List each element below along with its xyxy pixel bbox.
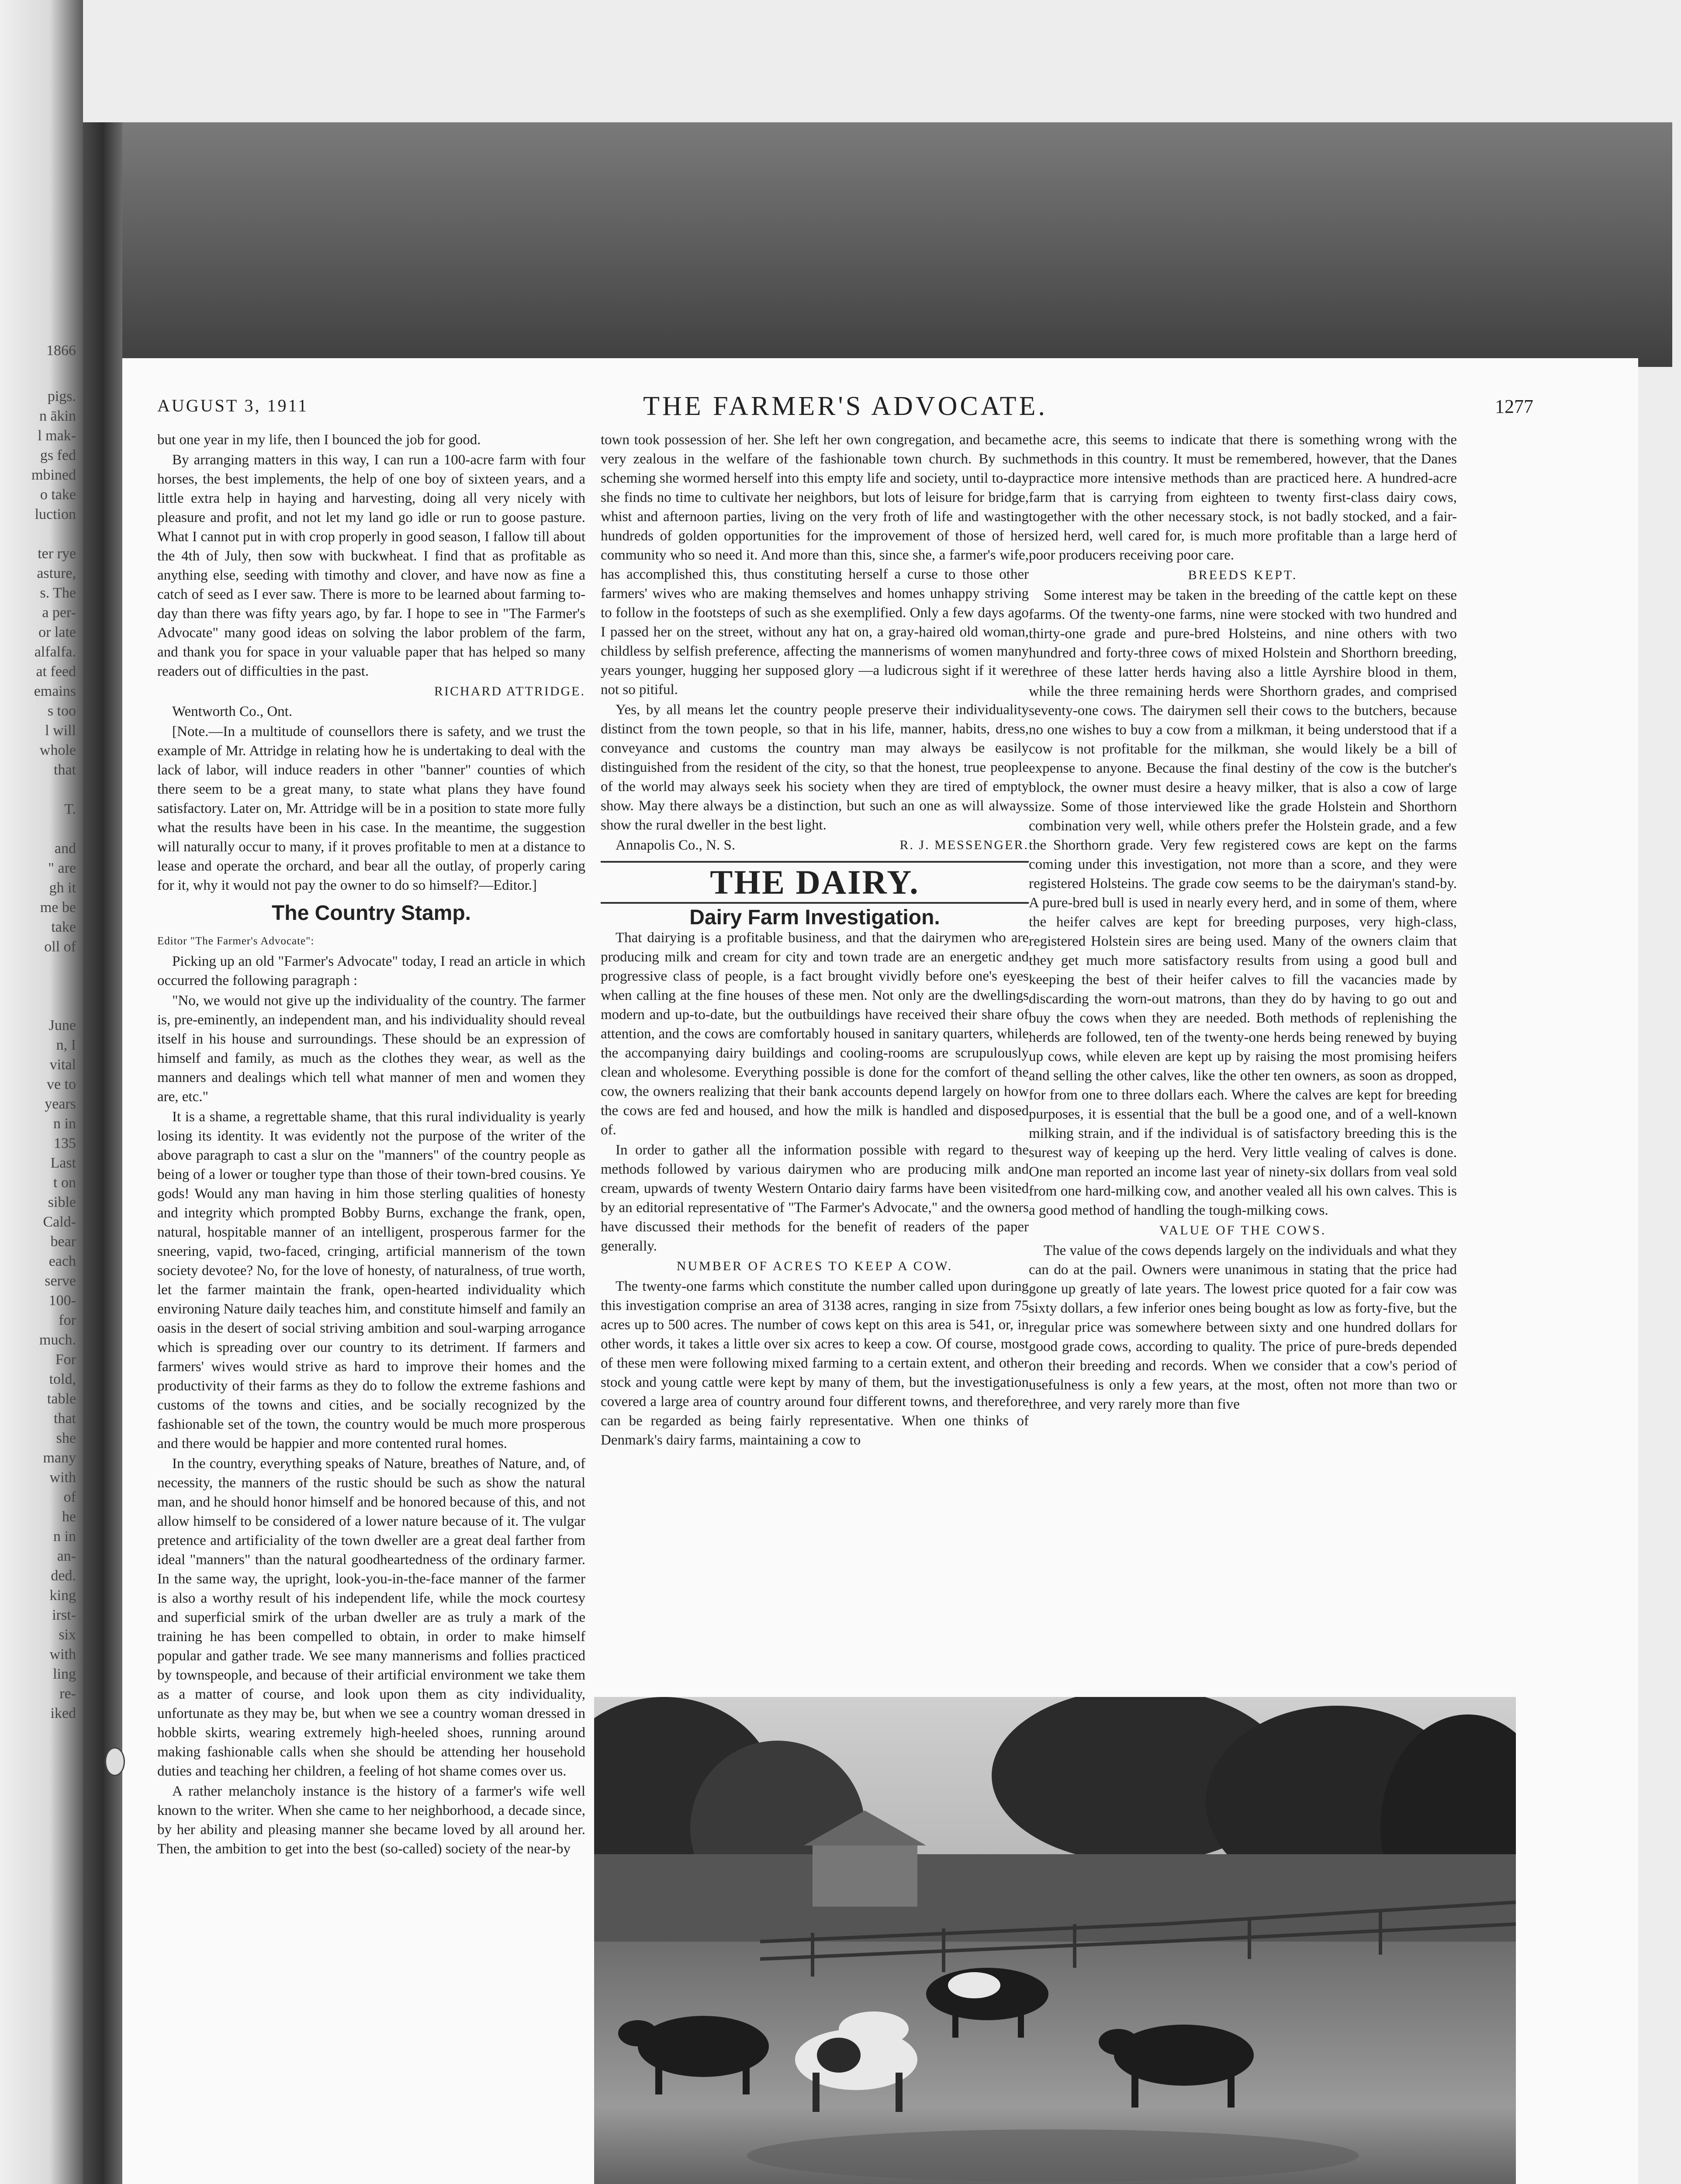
paragraph: Some interest may be taken in the breeding of the cattle kept on these farms. Of the twenty-one farms, nine were stocked with two hundred and thirty-one grade and pure-bred Holsteins, and nine others with two hundred and forty-three cows of mixed Holstein and Shorthorn breeding, three of these latter herds having also a little Ayrshire blood in them, while the three remaining herds were Shorthorn grades, and comprised seventy-one cows. The dairymen sell their cows to the butchers, because no one wishes to buy a cow from a milkman, it being understood that if a cow is not profitable for the milkman, she would likely be a bill of expense to anyone. Because the final destiny of the cow is the butcher's block, the owner must desire a heavy milker, that is also a cow of large size. Some of those interviewed like the grade Holstein and Shorthorn combination very well, while others prefer the Holstein grade, and a few the Shorthorn grade. Very few registered cows are kept on the farms coming under this investigation, not more than a score, and they were registered Holsteins. The grade cow seems to be the dairyman's stand-by. A pure-bred bull is used in nearly every herd, and in some of them, where the heifer calves are kept for breeding purposes, very high-class, registered Holstein sires are being used. Many of the owners claim that they get much more satisfactory results from using a good bull and keeping the best of their heifer calves to fill the vacancies made by discarding the worn-out matrons, than they do by having to go out and buy the cows when they are needed. Both methods of replenishing the herds are followed, ten of the twenty-one herds being renewed by buying up cows, while eleven are kept up by raising the most promising heifers and selling the other calves, like the other ten owners, as soon as dropped, for from one to three dollars each. Where the calves are kept for breeding purposes, it is essential that the bull be a good one, and of a well-known milking strain, and if the individual is of satisfactory breeding this is the surest way of keeping up the herd. Very little vealing of calves is done. One man reported an income last year of ninety-six dollars from veal sold from one hard-milking cow, and another vealed all his own calves. This is a good method of handling the tough-milking cows. xyxy=(1029,587,1457,1218)
column-3 xyxy=(1029,430,1457,1697)
page-number: 1277 xyxy=(1495,396,1533,417)
prev-page-number: 1866 xyxy=(46,342,76,359)
binding-gutter xyxy=(83,122,122,2184)
subheading: VALUE OF THE COWS. xyxy=(1159,1223,1327,1237)
text-fragment: Last xyxy=(50,1155,76,1171)
text-fragment: mbined xyxy=(31,467,76,483)
text-fragment: June xyxy=(48,1017,76,1033)
paragraph: The value of the cows depends largely on the individuals and what they can do at the pail. Owners were unanimous in stating that the price had gone up greatly of late years. The lowest price quoted for a fair cow was sixty dollars, a few inferior ones being bought as low as forty-five, but the regular price was somewhere between sixty and one hundred dollars for good grade cows, according to quality. The price of pure-breds depended on their breeding and records. When we consider that a cow's period of usefulness is only a few years, at the most, often not more than two or three, and very rarely more than five xyxy=(1029,1243,1457,1412)
text-fragment: of xyxy=(63,1489,76,1505)
text-fragment: n in xyxy=(53,1116,76,1132)
text-fragment: l mak- xyxy=(38,428,76,444)
text-fragment: emains xyxy=(34,683,76,699)
text-fragment: that xyxy=(54,762,76,778)
text-fragment: table xyxy=(47,1391,76,1407)
place-line: Annapolis Co., N. S. xyxy=(616,837,736,853)
text-fragment: irst- xyxy=(52,1607,76,1623)
section-title: THE DAIRY. xyxy=(710,863,920,901)
previous-page-fragment xyxy=(0,341,83,2184)
text-fragment: whole xyxy=(39,742,76,758)
text-fragment xyxy=(0,819,83,839)
text-fragment: gs fed xyxy=(40,447,76,463)
text-fragment: he xyxy=(62,1509,76,1525)
text-fragment: me be xyxy=(40,899,76,916)
signature: RICHARD ATTRIDGE. xyxy=(434,684,585,698)
text-fragment xyxy=(0,524,83,544)
text-fragment: o take xyxy=(40,487,76,503)
photo-illustration xyxy=(594,1697,1516,2184)
text-fragment: with xyxy=(49,1646,76,1662)
text-fragment: ded. xyxy=(51,1568,76,1584)
text-fragment: n, I xyxy=(56,1037,76,1053)
text-fragment: Cald- xyxy=(43,1214,76,1230)
text-fragment: " are xyxy=(48,860,76,876)
paragraph: the acre, this seems to indicate that there is something wrong with the methods in this country. It must be remembered, however, that the Danes practice more intensive methods than are practiced here. A hundred-acre farm that is carrying from eighteen to twenty first-class dairy cows, together with the other necessary stock, is not badly stocked, and a fair-sized herd, well cared for, is much more profitable than a large herd of poor producers receiving poor care. xyxy=(1029,432,1457,563)
paragraph: Picking up an old "Farmer's Advocate" today, I read an article in which occurred the following paragraph : xyxy=(157,954,585,988)
text-fragment: told, xyxy=(49,1371,76,1387)
subheading: BREEDS KEPT. xyxy=(1188,568,1298,582)
paragraph: but one year in my life, then I bounced the job for good. xyxy=(157,432,481,448)
text-fragment: take xyxy=(51,919,76,935)
paragraph: By arranging matters in this way, I can run a 100-acre farm with four horses, the best implements, the help of one boy of sixteen years, and a little extra help in haying and harvesting, doing all very nicely with pleasure and profit, and not let my land go idle or run to goose pasture. What I cannot put in with crop properly in good season, I fallow till about the 4th of July, then sow with buckwheat. I find that as profitable as anything else, seeding with timothy and clover, and have now as fine a catch of seed as I ever saw. There is more to be learned about farming to-day than there was fifty years ago, by far. I hope to see in "The Farmer's Advocate" many good ideas on solving the labor problem of the farm, and thank you for space in your valuable paper that has helped so many readers out of difficulties in the past. xyxy=(157,452,585,679)
text-fragment: six xyxy=(59,1627,76,1643)
signature: R. J. MESSENGER. xyxy=(899,838,1029,852)
text-fragment: ling xyxy=(53,1666,76,1682)
text-fragment xyxy=(0,996,83,1016)
text-fragment: s too xyxy=(47,703,76,719)
text-fragment: she xyxy=(56,1430,76,1446)
paragraph: Yes, by all means let the country people preserve their individuality distinct from the town people, so that in his life, manner, habits, dress, conveyance and customs the country man may always be easily distinguished from the resident of the city, so that the honest, true people of the world may always seek his society when they are tired of empty show. May there always be a distinction, but such an one as will always show the rural dweller in the best light. xyxy=(601,702,1029,833)
text-fragment xyxy=(0,957,83,976)
text-fragment xyxy=(0,780,83,799)
paragraph: In the country, everything speaks of Nature, breathes of Nature, and, of necessity, the manners of the rustic should be such as show the natural man, and he should honor himself and be honored because of this, and not allow himself to be considered of a lower nature because of it. The vulgar pretence and artificiality of the town dweller are a great deal farther from ideal "manners" than the natural goodheartedness of the ordinary farmer. In the same way, the upright, look-you-in-the-face manner of the farmer is also a worthy result of his independent life, while the mock courtesy and superficial smirk of the urban dweller are as truly a mark of the training he has been compelled to obtain, in order to make himself popular and gather trade. We see many mannerisms and follies practiced by townspeople, and because of their artificial environment we take them as a matter of course, and look upon them as city individuality, unfortunate as they may be, but when we see a country woman dressed in hobble skirts, wearing extremely high-heeled shoes, running around making fashionable calls when she should be attending her household duties and teaching her children, a feeling of hot shame comes over us. xyxy=(157,1456,585,1779)
subheading: NUMBER OF ACRES TO KEEP A COW. xyxy=(676,1259,953,1273)
text-fragment: for xyxy=(59,1312,76,1328)
scan-background xyxy=(122,122,1672,367)
text-fragment: luction xyxy=(35,506,76,522)
text-fragment: T. xyxy=(64,801,76,817)
paragraph: town took possession of her. She left her own congregation, and became very zealous in the welfare of the fashionable town church. By such scheming she wormed herself into this empty life and society, until to-day she finds no time to cultivate her neighbors, but lots of leisure for bridge, whist and afternoon parties, living on the very froth of life and wasting hundreds of golden opportunities for the improvement of those of her community who so need it. And more than this, since she, a farmer's wife, has accomplished this, thus constituting herself a curse to those other farmers' wives who are making themselves and homes unhappy striving to follow in the footsteps of such as she exemplified. Only a few days ago I passed her on the street, without any hat on, a gray-haired old woman, childless by selfish preference, affecting the mannerisms of women many years younger, hugging her supposed glory —a ludicrous sight if it were not so pitiful. xyxy=(601,432,1029,698)
binder-hole xyxy=(105,1747,125,1776)
byline xyxy=(601,836,1029,855)
text-fragment: alfalfa. xyxy=(34,644,76,660)
text-fragment: l will xyxy=(45,722,76,739)
text-fragment: ve to xyxy=(46,1076,76,1092)
text-fragment: at feed xyxy=(36,663,76,680)
paragraph: In order to gather all the information possible with regard to the methods followed by various dairymen who are producing milk and cream, upwards of twenty Western Ontario dairy farms have been visited by an editorial representative of "The Farmer's Advocate," and the owners have discussed their methods for the benefit of readers of the paper generally. xyxy=(601,1142,1029,1254)
column-2 xyxy=(601,430,1029,1688)
masthead-title: THE FARMER'S ADVOCATE. xyxy=(643,391,1048,421)
article-heading: The Country Stamp. xyxy=(271,902,471,925)
dairy-herd-photo xyxy=(594,1697,1516,2184)
text-fragment: s. The xyxy=(40,585,76,601)
text-fragment: serve xyxy=(45,1273,76,1289)
paragraph: The twenty-one farms which constitute the number called upon during this investigation comprise an area of 3138 acres, ranging in size from 75 acres up to 500 acres. The number of cows kept on this area is 541, or, in other words, it takes a little over six acres to keep a cow. Of course, most of these men were following mixed farming to a certain extent, and other stock and young cattle were kept by many of them, but the investigation covered a large area of country around four different towns, and therefore can be regarded as being fairly representative. When one thinks of Denmark's dairy farms, maintaining a cow to xyxy=(601,1279,1029,1448)
text-fragment: vital xyxy=(49,1057,76,1073)
text-fragment: pigs. xyxy=(47,388,76,404)
text-fragment: an- xyxy=(57,1548,76,1564)
column-1 xyxy=(157,430,585,2184)
text-fragment: re- xyxy=(59,1686,76,1702)
text-fragment: n ākin xyxy=(39,408,76,424)
text-fragment: For xyxy=(55,1351,76,1368)
text-fragment: 135 xyxy=(54,1135,76,1151)
text-fragment: t on xyxy=(53,1175,76,1191)
text-fragment: gh it xyxy=(49,880,76,896)
text-fragment: that xyxy=(54,1410,76,1427)
text-fragment: n in xyxy=(53,1528,76,1545)
salutation: Editor "The Farmer's Advocate": xyxy=(157,935,315,947)
text-fragment: ter rye xyxy=(38,546,76,562)
text-fragment: asture, xyxy=(37,565,76,581)
text-fragment: iked xyxy=(50,1705,76,1721)
text-fragment: 100- xyxy=(48,1292,76,1309)
article-heading: Dairy Farm Investigation. xyxy=(689,906,940,929)
text-fragment: a per- xyxy=(42,605,76,621)
section-banner xyxy=(601,861,1029,904)
text-fragment: with xyxy=(49,1469,76,1486)
paragraph: It is a shame, a regrettable shame, that this rural individuality is yearly losing its identity. It was evidently not the purpose of the writer of the above paragraph to cast a slur on the "manners" of the country people as being of a lower or tougher type than those of their town-bred cousins. Ye gods! Would any man having in him those sterling qualities of honesty and integrity which prompted Bobby Burns, exchange the frank, open, natural, hospitable manner of an intelligent, prosperous farmer for the sneering, vapid, two-faced, cringing, artificial mannerism of the town society devotee? No, for the love of honesty, of naturalness, of true worth, let the farmer maintain the frank, open-hearted individuality which environing Nature daily teaches him, and constitute himself and family an oasis in the desert of social striving ambition and soul-warping arrogance which is spreading over our country to its detriment. If farmers and farmers' wives would strive as hard to improve their homes and the productivity of their farms as they do to follow the extreme fashions and customs of the towns and cities, and be socially recognized by the fashionable set of the town, the country would be much more prosperous and there would be happier and more contented rural homes. xyxy=(157,1109,585,1451)
text-fragment: sible xyxy=(48,1194,76,1210)
text-fragment: years xyxy=(45,1096,76,1112)
text-fragment: bear xyxy=(50,1234,76,1250)
text-fragment: oll of xyxy=(44,939,76,955)
issue-date: AUGUST 3, 1911 xyxy=(157,396,309,415)
quote-paragraph: "No, we would not give up the individuality of the country. The farmer is, pre-eminently, an independent man, and his individuality should reveal itself in his house and surroundings. These should be an expression of himself and family, as much as the clothes they wear, as well as the manners and dealings which tell what manner of men and women they are, etc." xyxy=(157,993,585,1105)
text-fragment xyxy=(0,976,83,996)
paragraph: A rather melancholy instance is the history of a farmer's wife well known to the writer. When she came to her neighborhood, a decade since, by her ability and pleasing manner she became loved by all around her. Then, the ambition to get into the best (so-called) society of the near-by xyxy=(157,1783,585,1857)
text-fragment: much. xyxy=(39,1332,76,1348)
editor-note: [Note.—In a multitude of counsellors there is safety, and we trust the example of Mr. Attridge in relating how he is undertaking to deal with the lack of labor, will induce readers in other "banner" counties of which there seem to be a great many, to state what plans they have found satisfactory. Later on, Mr. Attridge will be in a position to state more fully what the results have been in his case. In the meantime, the suggestion will naturally occur to many, if it proves profitable to men at a distance to lease and operate the orchard, and bear all the outlay, of properly caring for it, why it would not pay the owner to do so himself?—Editor.] xyxy=(157,724,585,893)
text-fragment: king xyxy=(49,1587,76,1603)
text-fragment: or late xyxy=(38,624,76,640)
text-fragment: and xyxy=(54,840,76,857)
paragraph: That dairying is a profitable business, and that the dairymen who are producing milk and cream for city and town trade are an energetic and progressive class of people, is a fact brought vividly before one's eyes when calling at the fine houses of these men. Not only are the dwellings modern and up-to-date, but the outbuildings have received their share of attention, and the cows are comfortably housed in sanitary quarters, while the accompanying dairy buildings and cooling-rooms are scrupulously clean and wholesome. Everything possible is done for the comfort of the cow, the owners realizing that their bank accounts depend largely on how the cows are fed and housed, and how the milk is handled and disposed of. xyxy=(601,930,1029,1138)
place-line: Wentworth Co., Ont. xyxy=(172,704,293,719)
running-head xyxy=(157,391,1533,426)
text-fragment: each xyxy=(48,1253,76,1269)
text-fragment: many xyxy=(43,1450,76,1466)
